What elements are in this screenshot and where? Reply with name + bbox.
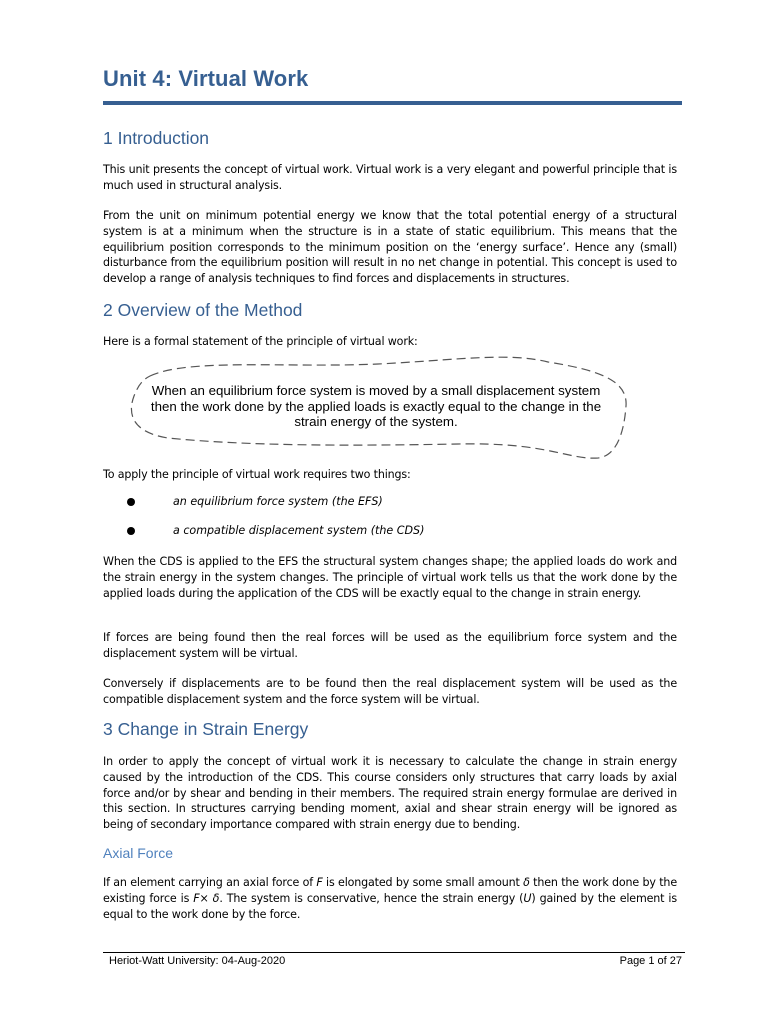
intro-paragraph-1: This unit presents the concept of virtual work. Virtual work is a very elegant and powerful principle that is much used in structural analysis.	[103, 163, 677, 192]
principle-intro: Here is a formal statement of the principle of virtual work:	[103, 335, 418, 348]
title-underline	[103, 101, 682, 105]
intro-paragraph-2: From the unit on minimum potential energy we know that the total potential energy of a structural system is at a minimum when the structure is in a state of static equilibrium. This means that the equilibrium position corresponds to the minimum position on the ‘energy surface’. Hence any (small) disturbance from the equilibrium position will result in no net change in potential. This concept is used to develop a range of analysis techniques to find forces and displacements in structures.	[103, 209, 677, 286]
bullet-efs	[120, 494, 620, 512]
section-3-heading: 3 Change in Strain Energy	[103, 719, 309, 739]
bullet-dot-icon	[127, 527, 135, 535]
principle-statement: When an equilibrium force system is moved by a small displacement system then the work done by the applied loads is exactly equal to the change in the strain energy of the system.	[150, 383, 602, 429]
footer-rule	[103, 952, 685, 953]
footer-institution-date: Heriot-Watt University: 04-Aug-2020	[109, 955, 286, 967]
axial-force-subheading: Axial Force	[103, 845, 174, 861]
section-1-heading: 1 Introduction	[103, 128, 210, 148]
section-2-heading: 2 Overview of the Method	[103, 300, 303, 320]
bullet-text: a compatible displacement system (the CDS)	[173, 524, 425, 537]
displacements-paragraph: Conversely if displacements are to be found then the real displacement system will be used as the compatible displacement system and the force system will be virtual.	[103, 677, 677, 706]
axial-force-paragraph: If an element carrying an axial force of F is elongated by some small amount δ then the work done by the existing force is F× δ. The system is conservative, hence the strain energy (U) gained by the element is equal to the work done by the force.	[103, 876, 677, 921]
cds-paragraph: When the CDS is applied to the EFS the structural system changes shape; the applied loads do work and the strain energy in the system changes. The principle of virtual work tells us that the work done by the applied loads during the application of the CDS will be exactly equal to the change in strain energy.	[103, 555, 677, 600]
bullet-cds	[120, 523, 620, 541]
strain-energy-paragraph: In order to apply the concept of virtual work it is necessary to calculate the change in strain energy caused by the introduction of the CDS. This course considers only structures that carry loads by axial force and/or by shear and bending in their members. The required strain energy formulae are derived in this section. In structures carrying bending moment, axial and shear strain energy will be ignored as being of secondary importance compared with strain energy due to bending.	[103, 755, 677, 832]
requires-text: To apply the principle of virtual work requires two things:	[103, 468, 411, 481]
bullet-dot-icon	[127, 498, 135, 506]
bullet-text: an equilibrium force system (the EFS)	[173, 495, 383, 508]
page-title: Unit 4: Virtual Work	[103, 66, 309, 91]
footer-page-number: Page 1 of 27	[619, 955, 682, 967]
forces-paragraph: If forces are being found then the real forces will be used as the equilibrium force system and the displacement system will be virtual.	[103, 631, 677, 660]
